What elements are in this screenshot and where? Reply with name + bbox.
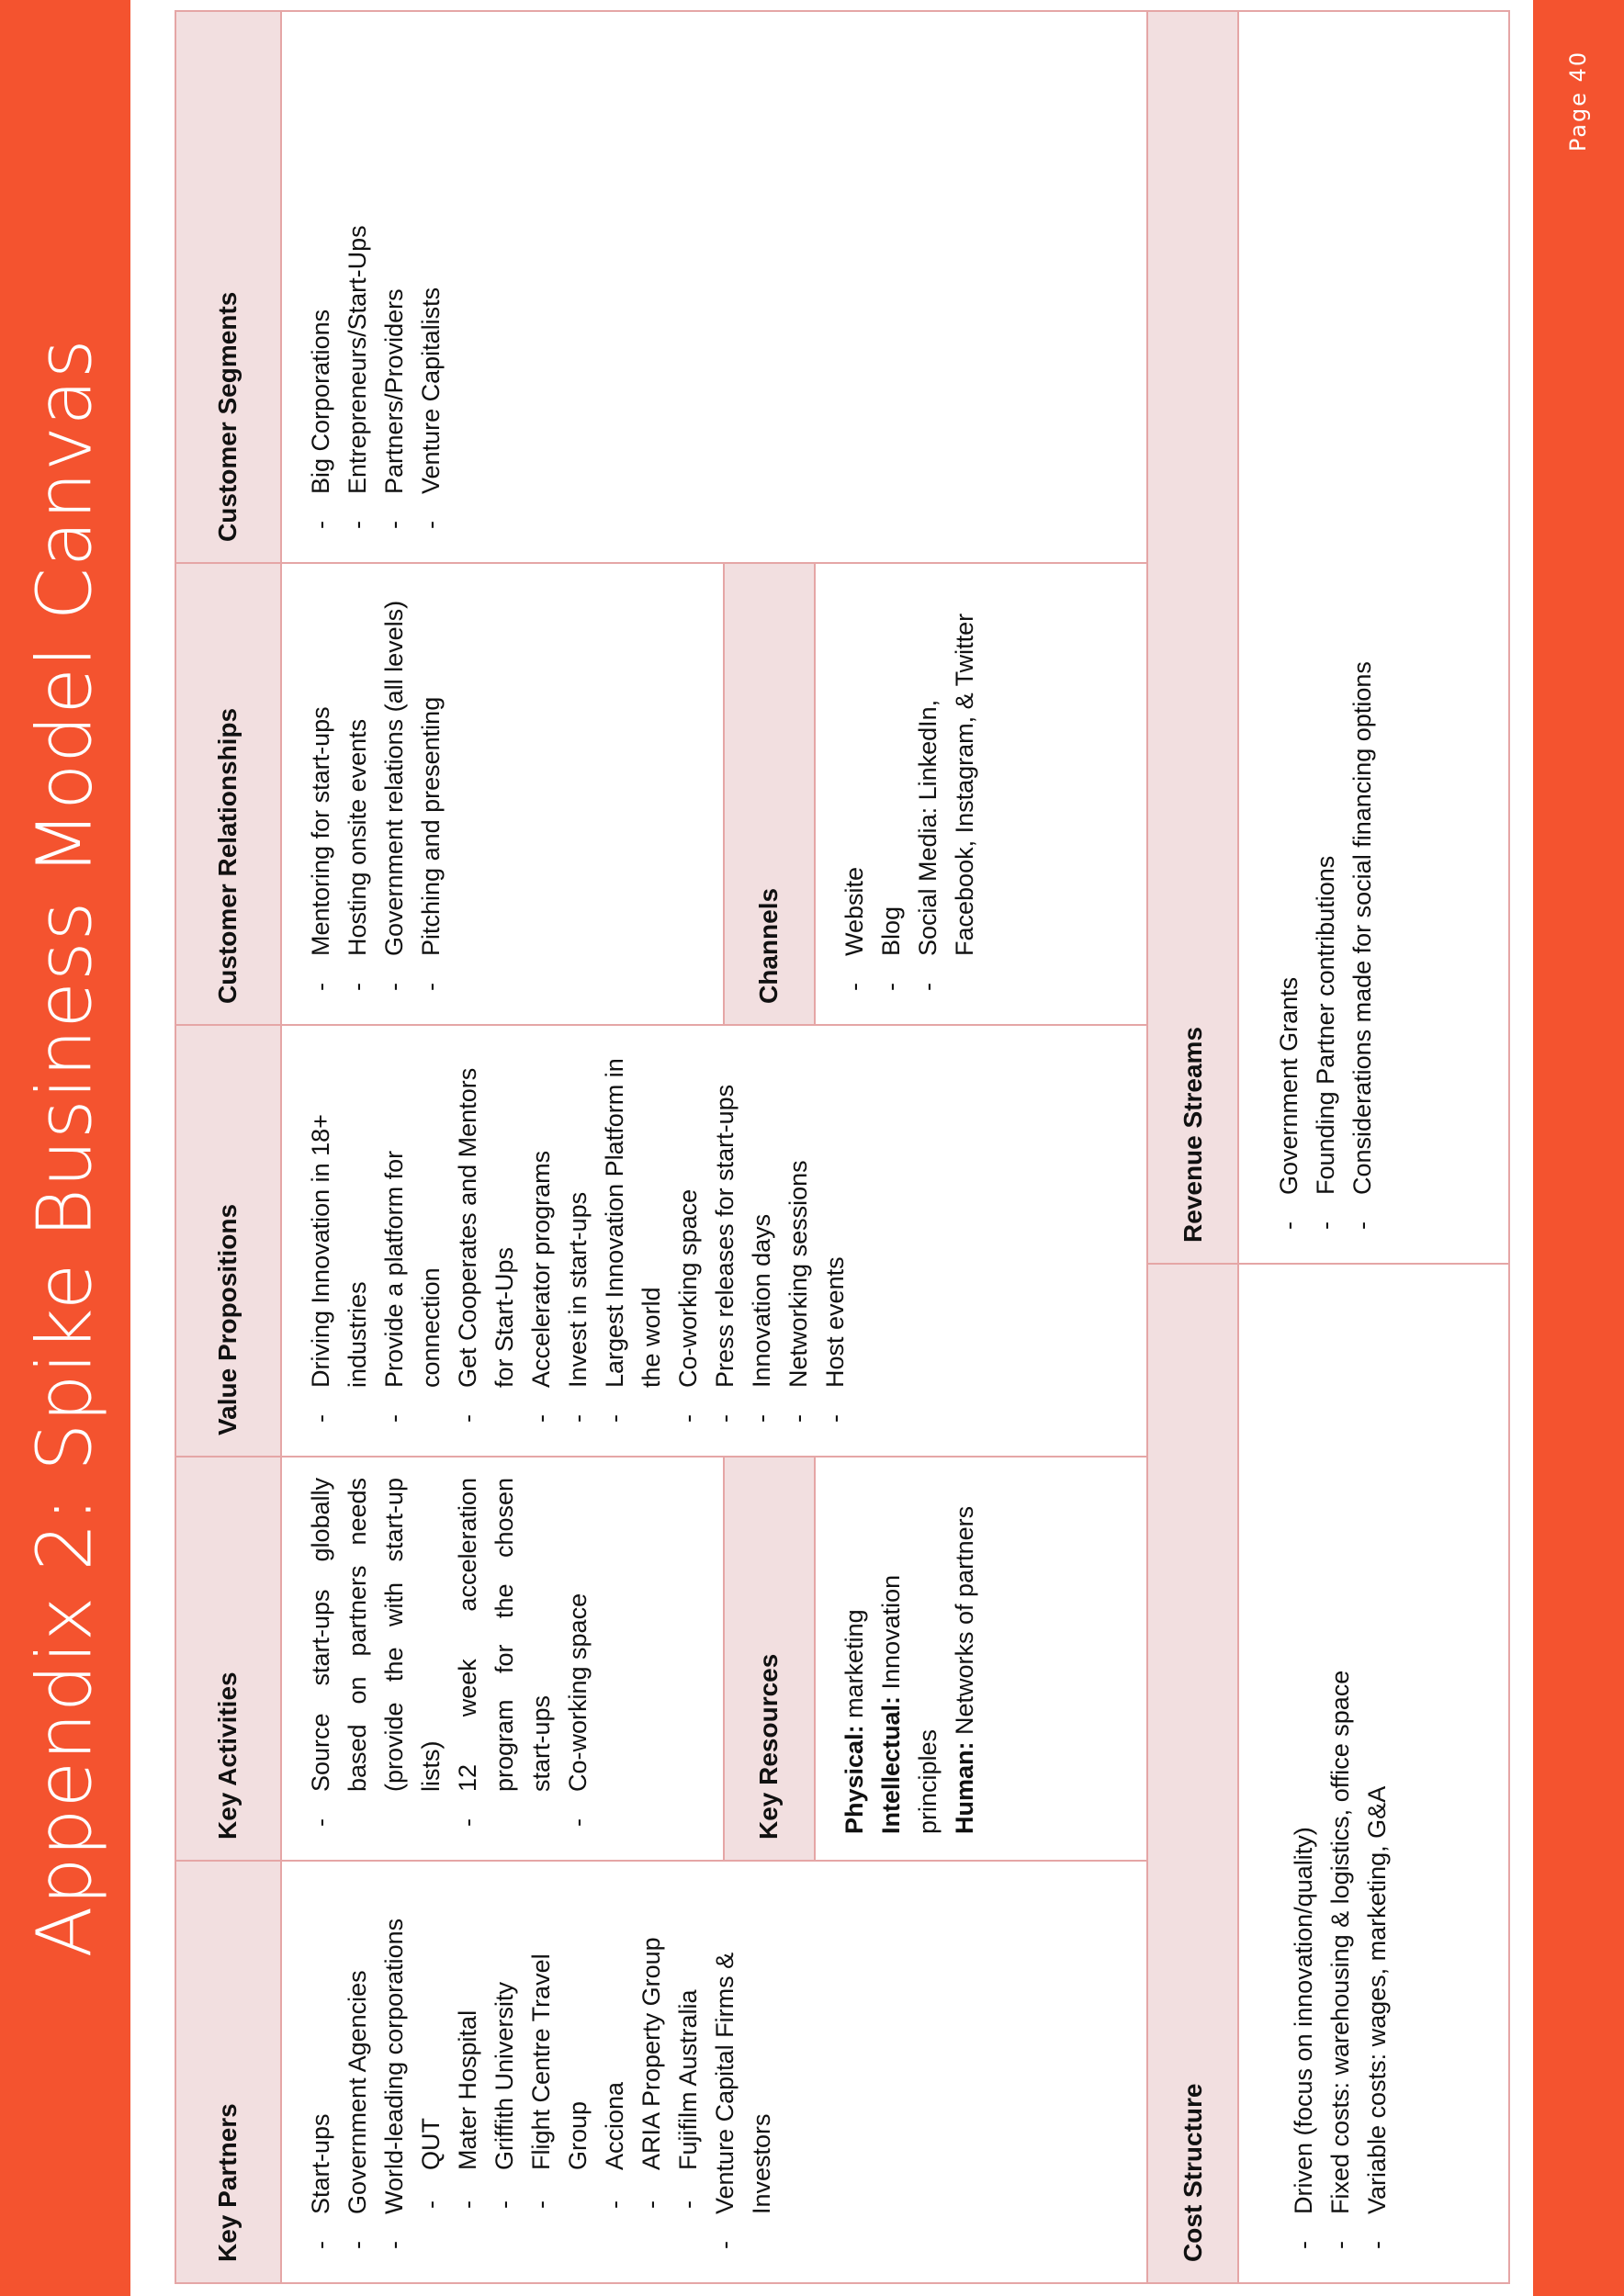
key-partner-subitem: - Mater Hospital — [449, 1882, 486, 2262]
key-partner-item: - Government Agencies — [339, 1882, 376, 2262]
revenue-stream-item: - Considerations made for social financing options — [1344, 32, 1381, 1243]
key-partners-heading: Key Partners — [175, 1861, 281, 2283]
key-partner-item: - Start-ups — [302, 1882, 339, 2262]
customer-relationships-cell — [281, 563, 724, 1025]
key-resource-text: marketing — [840, 1609, 868, 1726]
cost-structure-item: - Variable costs: wages, marketing, G&A — [1359, 1285, 1395, 2262]
key-activities-heading: Key Activities — [175, 1457, 281, 1861]
customer-relationships-list — [302, 584, 449, 1004]
key-partner-item: - World-leading corporations — [376, 1882, 412, 2262]
page-number-banner — [1533, 0, 1624, 2296]
value-propositions-heading: Value Propositions — [175, 1025, 281, 1457]
customer-relationship-item: - Pitching and presenting — [412, 584, 449, 1004]
key-partner-subitem: - QUT — [412, 1882, 449, 2262]
customer-segment-item: - Venture Capitalists — [412, 32, 449, 542]
channel-item: - Social Media: LinkedIn, Facebook, Instagram, & Twitter — [909, 584, 983, 1004]
key-resource-label: Human: — [950, 1741, 978, 1834]
channels-heading: Channels — [724, 563, 815, 1025]
cost-structure-heading: Cost Structure — [1147, 1264, 1238, 2283]
business-model-canvas-table — [175, 10, 1510, 2284]
value-proposition-item: - Invest in start-ups — [559, 1046, 596, 1435]
key-partner-subitem: - Fujifilm Australia — [670, 1882, 706, 2262]
value-propositions-cell — [281, 1025, 1148, 1457]
channel-item: - Blog — [873, 584, 909, 1004]
key-resources-cell — [815, 1457, 1148, 1861]
value-proposition-item: - Driving Innovation in 18+ industries — [302, 1046, 376, 1435]
key-resource-text: Innovation principles — [876, 1574, 942, 1834]
key-activity-item: - 12 week acceleration program for the chosen start-ups — [449, 1478, 559, 1840]
customer-segment-item: - Big Corporations — [302, 32, 339, 542]
customer-segments-heading: Customer Segments — [175, 11, 281, 563]
key-resource-item — [873, 1478, 946, 1834]
revenue-stream-item: - Government Grants — [1270, 32, 1307, 1243]
value-proposition-item: - Innovation days — [743, 1046, 780, 1435]
revenue-streams-cell — [1238, 11, 1509, 1264]
key-activity-item: - Source start-ups globally based on partners needs (provide the with start-up lists) — [302, 1478, 449, 1840]
channels-cell — [815, 563, 1148, 1025]
key-partners-cell — [281, 1861, 1148, 2283]
page-number: Page 40 — [1565, 50, 1591, 152]
value-proposition-item: - Networking sessions — [780, 1046, 817, 1435]
key-resources-heading: Key Resources — [724, 1457, 815, 1861]
key-resource-item — [836, 1478, 873, 1834]
business-model-canvas — [175, 12, 1510, 2284]
key-partner-subitem: - Acciona — [596, 1882, 633, 2262]
key-resource-item — [946, 1478, 983, 1834]
value-proposition-item: - Press releases for start-ups — [706, 1046, 743, 1435]
channel-item: - Website — [836, 584, 873, 1004]
cost-structure-cell — [1238, 1264, 1509, 2283]
customer-relationships-heading: Customer Relationships — [175, 563, 281, 1025]
customer-relationship-item: - Hosting onsite events — [339, 584, 376, 1004]
value-proposition-item: - Get Cooperates and Mentors for Start-Ups — [449, 1046, 523, 1435]
revenue-stream-item: - Founding Partner contributions — [1307, 32, 1344, 1243]
key-partner-item: - Venture Capital Firms & Investors — [706, 1882, 780, 2262]
page-title: Appendix 2: Spike Business Model Canvas — [21, 338, 109, 1958]
value-proposition-item: - Co-working space — [670, 1046, 706, 1435]
cost-structure-item: - Fixed costs: warehousing & logistics, office space — [1322, 1285, 1359, 2262]
key-partners-list — [302, 1882, 780, 2262]
customer-segments-list — [302, 32, 449, 542]
value-proposition-item: - Accelerator programs — [523, 1046, 559, 1435]
customer-segment-item: - Partners/Providers — [376, 32, 412, 542]
channels-list — [836, 584, 983, 1004]
customer-relationship-item: - Government relations (all levels) — [376, 584, 412, 1004]
key-partner-subitem: - ARIA Property Group — [633, 1882, 670, 2262]
revenue-streams-list — [1270, 32, 1381, 1243]
key-activities-list — [302, 1478, 596, 1840]
value-proposition-item: - Host events — [817, 1046, 853, 1435]
value-proposition-item: - Largest Innovation Platform in the world — [596, 1046, 670, 1435]
cost-structure-item: - Driven (focus on innovation/quality) — [1285, 1285, 1322, 2262]
cost-structure-list — [1285, 1285, 1395, 2262]
customer-segments-cell — [281, 11, 1148, 563]
key-partner-subitem: - Griffith University — [486, 1882, 523, 2262]
customer-segment-item: - Entrepreneurs/Start-Ups — [339, 32, 376, 542]
key-activities-cell — [281, 1457, 724, 1861]
key-resource-text: Networks of partners — [950, 1505, 978, 1742]
value-proposition-item: - Provide a platform for connection — [376, 1046, 449, 1435]
key-activity-item: - Co-working space — [559, 1478, 596, 1840]
key-partner-subitem: - Flight Centre Travel Group — [523, 1882, 596, 2262]
value-propositions-list — [302, 1046, 853, 1435]
revenue-streams-heading: Revenue Streams — [1147, 11, 1238, 1264]
key-resource-label: Intellectual: — [876, 1695, 905, 1834]
customer-relationship-item: - Mentoring for start-ups — [302, 584, 339, 1004]
key-resource-label: Physical: — [840, 1725, 868, 1834]
